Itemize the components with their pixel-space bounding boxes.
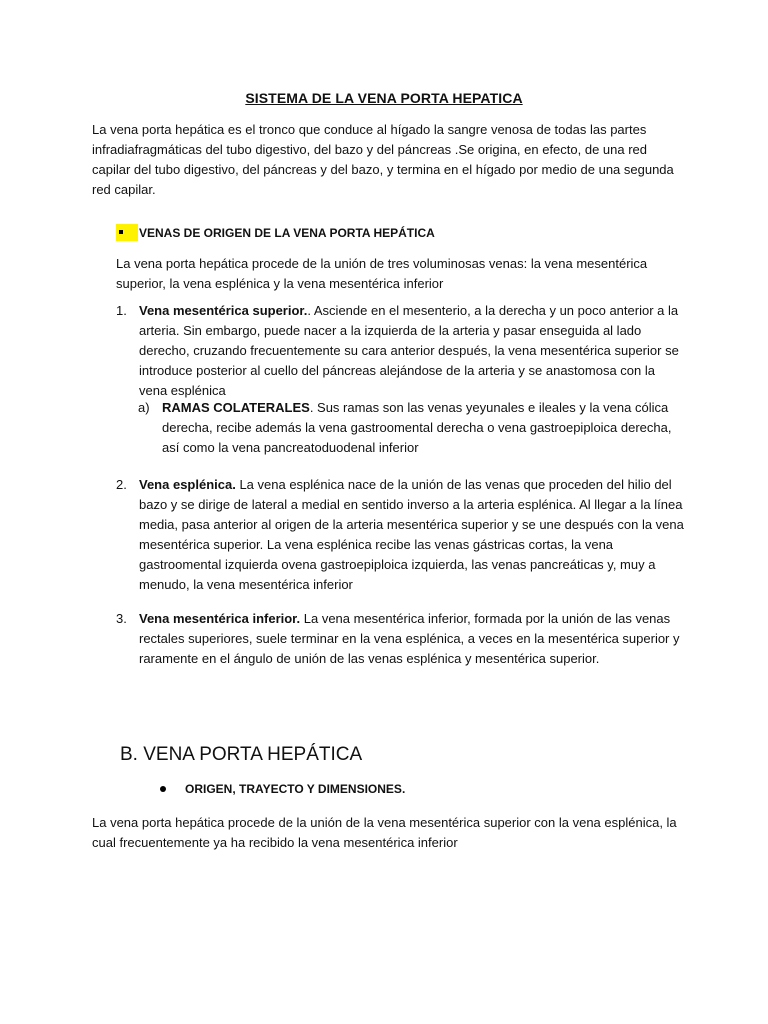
intro-paragraph: La vena porta hepática es el tronco que conduce al hígado la sangre venosa de todas las partes infradiafragmáticas del tubo digestivo, del bazo y del páncreas .Se origina, en efecto, de una red capilar del tubo digestivo, del páncreas y del bazo, y termina en el hígado por medio de una segunda red capilar. <box>92 122 674 197</box>
list-item-term: Vena mesentérica superior. <box>139 303 308 318</box>
section-b-bullet <box>160 782 405 796</box>
section-a-paragraph: La vena porta hepática procede de la unión de tres voluminosas venas: la vena mesentérica superior, la vena esplénica y la vena mesentérica inferior <box>116 256 648 291</box>
list-item-number: 2. <box>116 477 127 492</box>
list-item-text: . Asciende en el mesenterio, a la derecha y un poco anterior a la arteria. Sin embargo, puede nacer a la izquierda de la arteria y pasar enseguida al lado derecho, cruzando frecuentemente su cara anterior después, la vena mesentérica superior se introduce posterior al cuello del páncreas alejándose de la arteria y se anastomosa con la vena esplénica <box>139 303 679 398</box>
list-item-body <box>139 475 684 595</box>
square-bullet-icon <box>116 224 138 241</box>
section-a-heading <box>116 224 435 241</box>
list-item-number: 3. <box>116 611 127 626</box>
list-item-body <box>139 609 684 669</box>
sub-list-item-term: RAMAS COLATERALES <box>162 400 310 415</box>
list-item-term: Vena mesentérica inferior. <box>139 611 301 626</box>
list-item-text: La vena mesentérica inferior, formada por la unión de las venas rectales superiores, suele terminar en la vena esplénica, a veces en la mesentérica superior y raramente en el ángulo de unión de las venas esplénica y mesentérica superior. <box>139 611 680 666</box>
list-item-term: Vena esplénica. <box>139 477 236 492</box>
page-title: SISTEMA DE LA VENA PORTA HEPATICA <box>245 90 523 106</box>
list-item-body <box>139 301 684 401</box>
section-b-bullet-text: ORIGEN, TRAYECTO Y DIMENSIONES. <box>185 782 406 796</box>
section-b-paragraph: La vena porta hepática procede de la unión de la vena mesentérica superior con la vena esplénica, la cual frecuentemente ya ha recibido la vena mesentérica inferior <box>92 815 677 850</box>
round-bullet-icon <box>160 786 166 792</box>
list-item-text: La vena esplénica nace de la unión de las venas que proceden del hilio del bazo y se dirige de lateral a medial en sentido inverso a la arteria esplénica. Al llegar a la línea media, pasa anterior al origen de la arteria mesentérica superior y se une después con la vena mesentérica superior. La vena esplénica recibe las venas gástricas cortas, la vena gastroomental izquierda ovena gastroepiploica izquierda, las venas pancreáticas y, muy a menudo, la vena mesentérica inferior <box>139 477 684 592</box>
sub-list-item-label: a) <box>138 400 150 415</box>
list-item-number: 1. <box>116 303 127 318</box>
section-b-heading: B. VENA PORTA HEPÁTICA <box>120 744 363 765</box>
section-a-heading-text: VENAS DE ORIGEN DE LA VENA PORTA HEPÁTICA <box>139 225 435 240</box>
sub-list-item-text: . Sus ramas son las venas yeyunales e ileales y la vena cólica derecha, recibe además la vena gastroomental derecha o vena gastroepiploica derecha, así como la vena pancreatoduodenal inferior <box>162 400 672 455</box>
sub-list-item-body <box>162 398 672 458</box>
